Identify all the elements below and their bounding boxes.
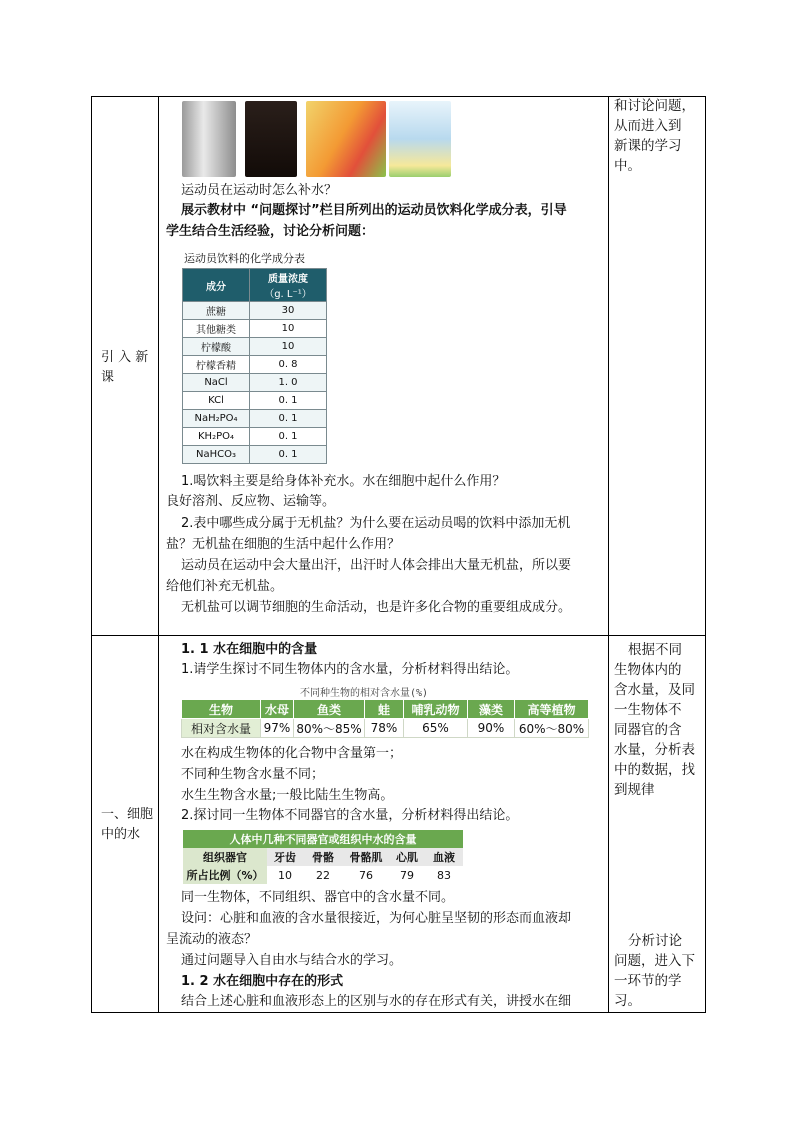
side-note-line: 分析讨论 — [628, 933, 682, 949]
question-line2: 呈流动的液态？ — [166, 932, 258, 947]
side-note-line: 一环节的学 — [614, 973, 682, 989]
answer-1: 良好溶剂、反应物、运输等。 — [166, 494, 336, 509]
drink-composition-table — [182, 268, 327, 464]
section-heading-1-1: 1. 1 水在细胞中的含量 — [181, 642, 318, 657]
question-line1: 设问：心脏和血液的含水量很接近，为何心脏呈坚韧的形态而血液却 — [181, 911, 572, 926]
table-cell: 80%～85% — [294, 719, 365, 738]
table-cell: 0. 1 — [250, 446, 327, 464]
table-cell: 78% — [365, 719, 404, 738]
organ-water-content-table — [183, 830, 463, 884]
side-note-line: 新课的学习 — [614, 138, 682, 154]
row-label-line: 中的水 — [101, 827, 141, 842]
table-header: 质量浓度 （g. L⁻¹） — [250, 269, 327, 302]
table-header: 组织器官 — [183, 848, 267, 866]
table-header: 哺乳动物 — [404, 700, 468, 719]
paragraph-4: 结合上述心脏和血液形态上的区别与水的存在形式有关，讲授水在细 — [181, 994, 572, 1009]
table-cell: NaCl — [183, 374, 250, 392]
table-cell: 0. 1 — [250, 410, 327, 428]
side-note-line: 到规律 — [614, 782, 655, 798]
table-cell: 柠檬香精 — [183, 356, 250, 374]
table-cell: 83 — [425, 866, 463, 884]
row-label-intro: 引 入 新 课 — [101, 350, 149, 385]
side-note-line: 中的数据，找 — [614, 762, 695, 778]
side-note-line: 问题，进入下 — [614, 953, 695, 969]
table-cell: KCl — [183, 392, 250, 410]
drink-table-caption: 运动员饮料的化学成分表 — [184, 252, 305, 265]
intro-paragraph-line2: 学生结合生活经验，讨论分析问题： — [166, 224, 375, 239]
table-cell: KH₂PO₄ — [183, 428, 250, 446]
table-cell: 柠檬酸 — [183, 338, 250, 356]
table1-caption: 不同种生物的相对含水量(%) — [300, 688, 429, 699]
side-note-line: 生物体内的 — [614, 662, 682, 678]
paragraph-1: 1.请学生探讨不同生物体内的含水量，分析材料得出结论。 — [181, 662, 519, 677]
sports-drink-bottle-image — [389, 101, 451, 177]
row-label-water — [101, 805, 153, 845]
question-text: 运动员在运动时怎么补水？ — [181, 183, 338, 198]
table-cell: 22 — [303, 866, 343, 884]
table-header: 血液 — [425, 848, 463, 866]
side-note-line: 根据不同 — [628, 642, 682, 658]
table-cell: 60%～80% — [515, 719, 589, 738]
cola-bottles-image — [245, 101, 297, 177]
table-header: 鱼类 — [294, 700, 365, 719]
table-header: 水母 — [261, 700, 294, 719]
question-2-line1: 2.表中哪些成分属于无机盐？为什么要在运动员喝的饮料中添加无机 — [181, 516, 571, 531]
table-cell: 所占比例（%） — [183, 866, 267, 884]
side-note-intro — [614, 96, 695, 176]
glass-of-water-image — [182, 101, 236, 177]
table-cell: 10 — [267, 866, 303, 884]
table-header: 成分 — [183, 269, 250, 302]
side-note-line: 从而进入到 — [614, 118, 682, 134]
table-cell: 76 — [343, 866, 389, 884]
question-2-line2: 盐？无机盐在细胞的生活中起什么作用？ — [166, 537, 401, 552]
side-note-line: 中。 — [614, 158, 641, 174]
table-cell: 10 — [250, 320, 327, 338]
conclusion-2: 不同种生物含水量不同； — [181, 767, 325, 782]
table-cell: 10 — [250, 338, 327, 356]
conclusion-4: 同一生物体，不同组织、器官中的含水量不同。 — [181, 890, 455, 905]
table-cell: 65% — [404, 719, 468, 738]
side-note-line: 水量，分析表 — [614, 742, 695, 758]
side-note-line: 同器官的含 — [614, 722, 682, 738]
table-cell: 30 — [250, 302, 327, 320]
question-1: 1.喝饮料主要是给身体补充水。水在细胞中起什么作用？ — [181, 474, 506, 489]
side-note-water-b — [614, 931, 695, 1011]
answer-2-line1: 运动员在运动中会大量出汗，出汗时人体会排出大量无机盐，所以要 — [181, 558, 572, 573]
table-header: 高等植物 — [515, 700, 589, 719]
table-cell: 蔗糖 — [183, 302, 250, 320]
column-divider — [158, 97, 159, 1012]
conclusion-3: 水生生物含水量;一般比陆生生物高。 — [181, 788, 394, 803]
fruit-juices-image — [306, 101, 386, 177]
organism-water-content-table — [181, 699, 589, 738]
side-note-water-a — [614, 640, 695, 800]
side-note-line: 习。 — [614, 993, 641, 1009]
row-label-line: 一、细胞 — [101, 807, 154, 822]
table-header: 藻类 — [468, 700, 515, 719]
table-cell: NaH₂PO₄ — [183, 410, 250, 428]
answer-2-line2: 给他们补充无机盐。 — [166, 579, 284, 594]
side-note-line: 含水量，及同 — [614, 682, 695, 698]
row-divider — [92, 635, 705, 636]
table-cell: 0. 1 — [250, 392, 327, 410]
intro-paragraph-line1: 展示教材中 “问题探讨”栏目所列出的运动员饮料化学成分表，引导 — [181, 203, 567, 218]
table-title: 人体中几种不同器官或组织中水的含量 — [183, 830, 463, 848]
table-header: 骨骼 — [303, 848, 343, 866]
paragraph-3: 通过问题导入自由水与结合水的学习。 — [181, 953, 403, 968]
section-heading-1-2: 1. 2 水在细胞中存在的形式 — [181, 974, 344, 989]
table-cell: 相对含水量 — [182, 719, 261, 738]
side-note-line: 和讨论问题， — [614, 98, 695, 114]
table-header: 生物 — [182, 700, 261, 719]
column-divider — [608, 97, 609, 1012]
table-cell: 90% — [468, 719, 515, 738]
table-header: 牙齿 — [267, 848, 303, 866]
side-note-line: 一生物体不 — [614, 702, 682, 718]
table-cell: NaHCO₃ — [183, 446, 250, 464]
table-cell: 0. 1 — [250, 428, 327, 446]
table-header: 心肌 — [389, 848, 425, 866]
paragraph-2: 2.探讨同一生物体不同器官的含水量，分析材料得出结论。 — [181, 808, 519, 823]
table-cell: 79 — [389, 866, 425, 884]
table-cell: 其他糖类 — [183, 320, 250, 338]
table-header: 蛙 — [365, 700, 404, 719]
table-header: 骨骼肌 — [343, 848, 389, 866]
answer-3: 无机盐可以调节细胞的生命活动，也是许多化合物的重要组成成分。 — [181, 600, 572, 615]
table-cell: 97% — [261, 719, 294, 738]
table-cell: 1. 0 — [250, 374, 327, 392]
conclusion-1: 水在构成生物体的化合物中含量第一； — [181, 746, 403, 761]
table-cell: 0. 8 — [250, 356, 327, 374]
